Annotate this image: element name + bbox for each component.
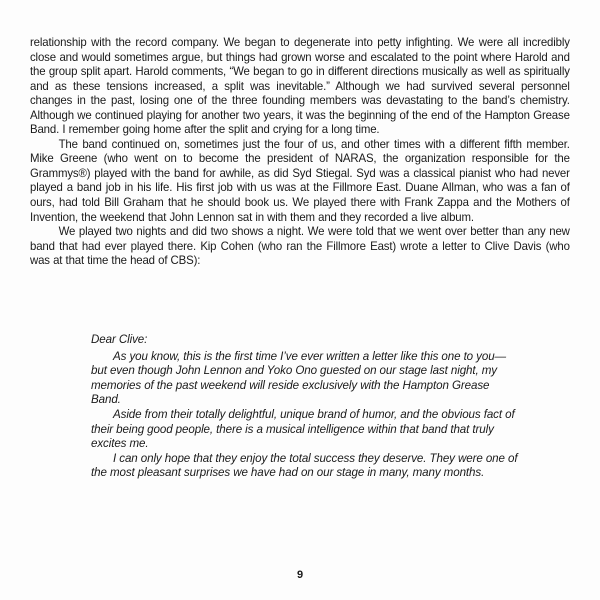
letter-paragraph: I can only hope that they enjoy the total success they deserve. They were one of the most pleasant surprises we have had on our stage in many, many months. <box>91 451 518 480</box>
letter-paragraph: As you know, this is the first time I’ve ever written a letter like this one to you—but even though John Lennon and Yoko Ono guested on our stage last night, my memories of the past weekend will reside exclusively with the Hampton Grease Band. <box>91 349 507 407</box>
body-paragraph: The band continued on, sometimes just the four of us, and other times with a different fifth member. Mike Greene (who went on to become the president of NARAS, the organization responsible for the Grammys®) played with the band for awhile, as did Syd Stiegal. Syd was a classical pianist who had never played a band job in his life. His first job with us was at the Fillmore East. Duane Allman, who was a fan of ours, had told Bill Graham that he should book us. We played there with Frank Zappa and the Mothers of Invention, the weekend that John Lennon sat in with them and they recorded a live album. <box>30 137 570 224</box>
page-number: 9 <box>296 569 304 581</box>
body-paragraph: We played two nights and did two shows a night. We were told that we went over better than any new band that had ever played there. Kip Cohen (who ran the Fillmore East) wrote a letter to Clive Davis (who was at that time the head of CBS): <box>30 225 570 268</box>
quoted-letter <box>91 333 521 481</box>
letter-salutation: Dear Clive: <box>91 333 148 346</box>
body-paragraph: relationship with the record company. We began to degenerate into petty infighting. We were all incredibly close and would sometimes argue, but things had grown worse and escalated to the point where Harold and the group split apart. Harold comments, “We began to go in different directions musically as well as spiritually and as these tensions increased, a split was inevitable.” Although we had survived several personnel changes in the past, losing one of the three founding members was devastating to the band’s chemistry. Although we continued playing for another two years, it was the beginning of the end of the Hampton Grease Band. I remember going home after the split and crying for a long time. <box>30 36 570 137</box>
letter-paragraph: Aside from their totally delightful, unique brand of humor, and the obvious fact of their being good people, there is a musical intelligence within that band that truly excites me. <box>91 407 515 451</box>
body-text <box>30 36 570 269</box>
